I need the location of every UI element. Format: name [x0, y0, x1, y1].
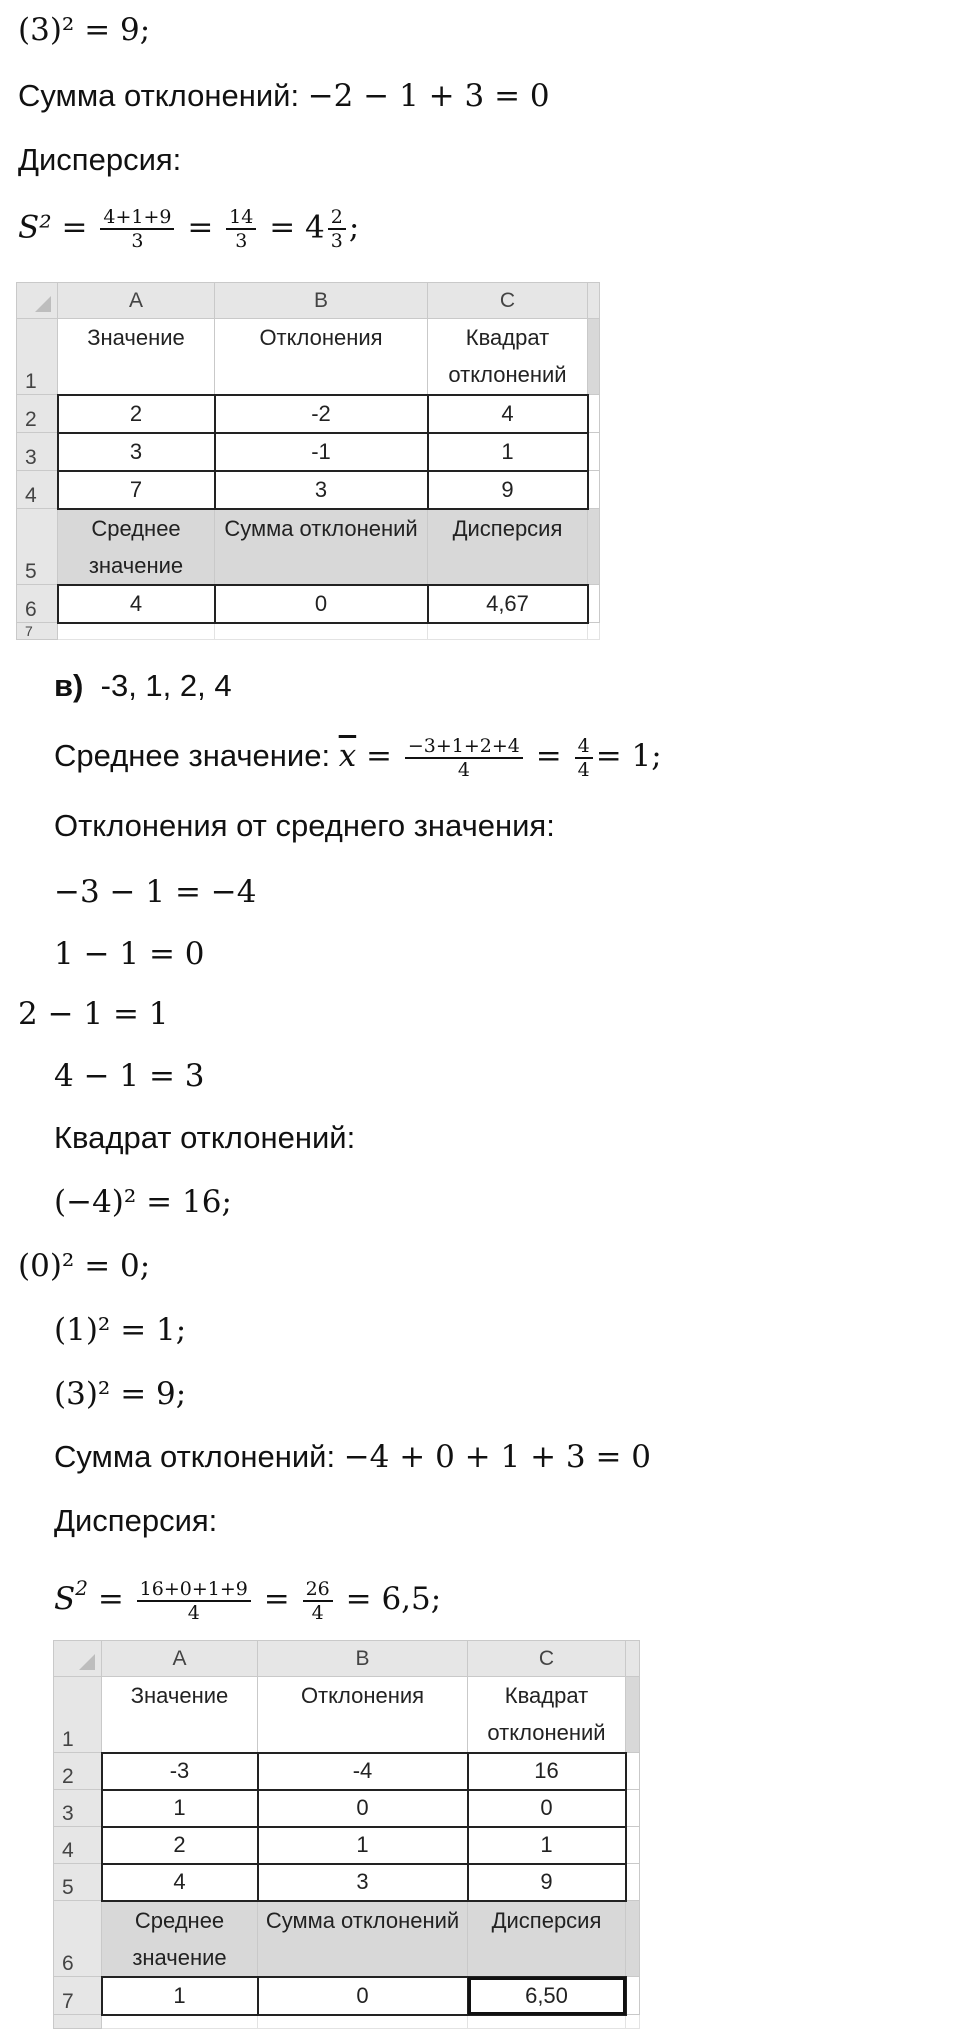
cell[interactable]: 9 [468, 1864, 626, 1901]
cell[interactable]: 3 [58, 433, 215, 471]
variance-formula: $S^2$ = $\frac{16+0+1+9}{4}$ = $\frac{26}{4}$ = 6,5; [54, 1576, 442, 1624]
mean-label: Среднее значение: [54, 738, 339, 774]
mixed-fraction [328, 206, 346, 252]
square-line: (3)² = 9; [18, 12, 151, 48]
fraction-denominator: 3 [235, 230, 248, 252]
deviation-line: 1 − 1 = 0 [54, 936, 205, 972]
cell[interactable]: 3 [215, 471, 428, 509]
cell[interactable]: 1 [428, 433, 588, 471]
row-header[interactable]: 6 [54, 1901, 102, 1977]
cell[interactable]: 1 [102, 1790, 258, 1827]
cell-variance-value[interactable]: 4,67 [428, 585, 588, 623]
row-header[interactable]: 3 [17, 433, 58, 471]
mean-result: = 1; [595, 738, 662, 775]
square-line: (1)² = 1; [54, 1312, 187, 1348]
corner-triangle-icon [35, 296, 51, 312]
variance-fraction [100, 206, 174, 252]
cell-header-value[interactable]: Значение [102, 1677, 258, 1753]
cell-empty[interactable] [588, 471, 600, 509]
column-header-extra[interactable] [588, 283, 600, 319]
cell[interactable]: 2 [102, 1827, 258, 1864]
cell-mean-label[interactable]: Среднее значение [58, 509, 215, 585]
cell[interactable]: 9 [428, 471, 588, 509]
column-header-b[interactable]: B [215, 283, 428, 319]
cell-empty[interactable] [588, 509, 600, 585]
fraction-denominator: 4 [187, 1601, 200, 1624]
row-header[interactable]: 1 [17, 319, 58, 395]
spreadsheet-table-1 [16, 282, 600, 640]
part-values: -3, 1, 2, 4 [100, 668, 232, 703]
fraction-numerator: 16+0+1+9 [137, 1578, 251, 1602]
cell[interactable]: -1 [215, 433, 428, 471]
cell-sum-value[interactable]: 0 [258, 1977, 468, 2015]
column-header-c[interactable]: C [468, 1641, 626, 1677]
cell-empty[interactable] [626, 2015, 640, 2029]
variance-formula: S² = $\frac{4+1+9}{3}$ = $\frac{14}{3}$ = 4 $\frac{2}{3}$ ; [18, 206, 360, 252]
variance-heading: Дисперсия: [54, 1503, 218, 1538]
cell[interactable]: -3 [102, 1753, 258, 1790]
mixed-integer: 4 [305, 209, 325, 246]
row-header[interactable]: 7 [54, 1977, 102, 2015]
sum-line [18, 76, 550, 116]
variance-heading: Дисперсия: [18, 142, 182, 177]
fraction-numerator: 26 [303, 1578, 333, 1602]
cell[interactable]: 7 [58, 471, 215, 509]
deviation-heading: Отклонения от среднего значения: [54, 808, 555, 843]
cell-variance-label[interactable]: Дисперсия [468, 1901, 626, 1977]
corner-triangle-icon [79, 1654, 95, 1670]
cell-empty[interactable] [626, 1901, 640, 1977]
cell-empty[interactable] [626, 1864, 640, 1901]
cell-variance-label[interactable]: Дисперсия [428, 509, 588, 585]
cell-mean-label[interactable]: Среднее значение [102, 1901, 258, 1977]
cell[interactable]: 2 [58, 395, 215, 433]
spreadsheet-table-2 [53, 1640, 640, 2029]
cell-variance-value-selected[interactable]: 6,50 [468, 1977, 626, 2015]
row-header[interactable]: 7 [17, 623, 58, 640]
cell-header-deviation[interactable]: Отклонения [258, 1677, 468, 1753]
sum-expression: −4 + 0 + 1 + 3 = 0 [343, 1439, 652, 1475]
row-header[interactable]: 2 [54, 1753, 102, 1790]
cell[interactable]: 1 [258, 1827, 468, 1864]
variance-fraction [137, 1578, 251, 1624]
sum-label: Сумма отклонений: [18, 78, 308, 113]
cell[interactable]: 1 [468, 1827, 626, 1864]
cell-empty[interactable] [588, 433, 600, 471]
row-header[interactable]: 1 [54, 1677, 102, 1753]
variance-result: = 6,5; [345, 1581, 442, 1617]
cell-mean-value[interactable]: 1 [102, 1977, 258, 2015]
select-all-corner[interactable] [54, 1641, 102, 1677]
cell-empty[interactable] [215, 623, 428, 640]
cell[interactable]: -4 [258, 1753, 468, 1790]
cell-empty[interactable] [588, 319, 600, 395]
squares-heading: Квадрат отклонений: [54, 1120, 356, 1155]
cell-empty[interactable] [428, 623, 588, 640]
column-header-b[interactable]: B [258, 1641, 468, 1677]
select-all-corner[interactable] [17, 283, 58, 319]
cell-sum-label[interactable]: Сумма отклонений [215, 509, 428, 585]
mean-line: Среднее значение: $\overline{x}$ = $\frac{-3+1+2+4}{4}$ = $\frac{4}{4}$ = 1; [54, 735, 662, 781]
row-header[interactable]: 4 [17, 471, 58, 509]
cell-header-value[interactable]: Значение [58, 319, 215, 395]
deviation-line: 4 − 1 = 3 [54, 1058, 205, 1094]
row-header[interactable]: 5 [54, 1864, 102, 1901]
cell-header-square[interactable]: Квадрат отклонений [428, 319, 588, 395]
fraction-numerator: 4 [575, 735, 593, 759]
column-header-extra[interactable] [626, 1641, 640, 1677]
variance-lhs: S² = [18, 209, 98, 246]
cell-header-square[interactable]: Квадрат отклонений [468, 1677, 626, 1753]
cell-empty[interactable] [588, 395, 600, 433]
cell-empty[interactable] [468, 2015, 626, 2029]
fraction-denominator: 4 [457, 759, 470, 781]
cell-empty[interactable] [588, 623, 600, 640]
mean-fraction-2 [575, 735, 593, 781]
cell[interactable]: 4 [102, 1864, 258, 1901]
fraction-numerator: 14 [226, 206, 256, 230]
cell-sum-value[interactable]: 0 [215, 585, 428, 623]
row-header[interactable]: 4 [54, 1827, 102, 1864]
cell-mean-value[interactable]: 4 [58, 585, 215, 623]
square-line: (−4)² = 16; [54, 1184, 232, 1220]
sum-expression: −2 − 1 + 3 = 0 [307, 78, 550, 114]
fraction-denominator: 3 [330, 230, 343, 252]
cell[interactable]: -2 [215, 395, 428, 433]
cell-empty[interactable] [626, 1677, 640, 1753]
cell-empty[interactable] [58, 623, 215, 640]
row-header[interactable]: 6 [17, 585, 58, 623]
cell[interactable]: 16 [468, 1753, 626, 1790]
column-header-a[interactable]: A [58, 283, 215, 319]
cell[interactable]: 0 [258, 1790, 468, 1827]
cell-sum-label[interactable]: Сумма отклонений [258, 1901, 468, 1977]
deviation-line: 2 − 1 = 1 [18, 996, 169, 1032]
cell-empty[interactable] [626, 1827, 640, 1864]
x-bar-symbol: $\overline{x}$ [338, 738, 357, 775]
row-header[interactable]: 2 [17, 395, 58, 433]
variance-fraction-2 [303, 1578, 333, 1624]
cell-empty[interactable] [102, 2015, 258, 2029]
sum-line [54, 1437, 651, 1477]
cell-empty[interactable] [626, 1753, 640, 1790]
variance-lhs: $S^2$ = [54, 1576, 134, 1617]
square-line: (0)² = 0; [18, 1248, 151, 1284]
cell-header-deviation[interactable]: Отклонения [215, 319, 428, 395]
variance-fraction-2 [226, 206, 256, 252]
fraction-numerator: −3+1+2+4 [405, 735, 523, 759]
row-header[interactable]: 3 [54, 1790, 102, 1827]
fraction-numerator: 4+1+9 [100, 206, 174, 230]
cell[interactable]: 4 [428, 395, 588, 433]
deviation-line: −3 − 1 = −4 [54, 874, 257, 910]
column-header-c[interactable]: C [428, 283, 588, 319]
cell[interactable]: 0 [468, 1790, 626, 1827]
column-header-a[interactable]: A [102, 1641, 258, 1677]
part-label: в) [54, 668, 84, 703]
part-v-title [54, 666, 232, 706]
sum-label: Сумма отклонений: [54, 1439, 344, 1474]
cell[interactable]: 3 [258, 1864, 468, 1901]
cell-empty[interactable] [258, 2015, 468, 2029]
fraction-denominator: 4 [577, 759, 590, 781]
mean-fraction [405, 735, 523, 781]
fraction-numerator: 2 [328, 206, 346, 230]
row-header[interactable]: 5 [17, 509, 58, 585]
fraction-denominator: 3 [131, 230, 144, 252]
cell-empty[interactable] [588, 585, 600, 623]
fraction-denominator: 4 [311, 1601, 324, 1624]
row-header[interactable] [54, 2015, 102, 2029]
cell-empty[interactable] [626, 1790, 640, 1827]
square-line: (3)² = 9; [54, 1376, 187, 1412]
cell-empty[interactable] [626, 1977, 640, 2015]
